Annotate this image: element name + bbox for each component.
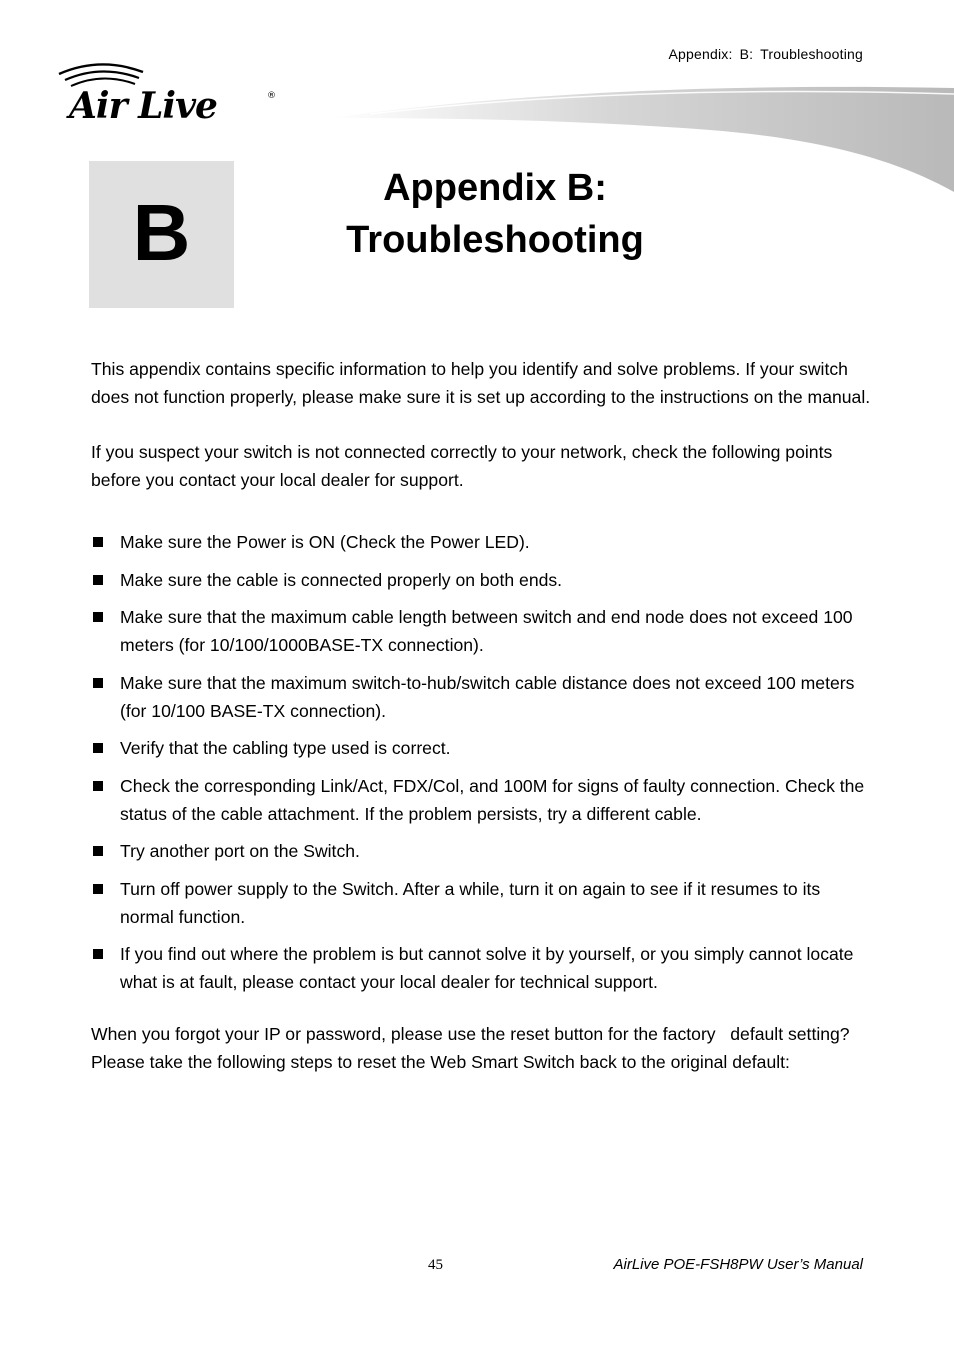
main-content (91, 355, 871, 1103)
square-bullet-icon (93, 884, 103, 894)
svg-text:®: ® (267, 91, 276, 101)
list-item: Turn off power supply to the Switch. After a while, turn it on again to see if it resumes to its normal function. (91, 875, 871, 931)
list-item: Try another port on the Switch. (91, 837, 871, 865)
square-bullet-icon (93, 846, 103, 856)
square-bullet-icon (93, 575, 103, 585)
running-header: Appendix: B: Troubleshooting (668, 46, 863, 62)
airlive-logo (55, 58, 285, 128)
intro-paragraph: This appendix contains specific information to help you identify and solve problems. If your switch does not function properly, please make sure it is set up according to the instructions on the manual. (91, 359, 871, 407)
reset-paragraph: When you forgot your IP or password, please use the reset button for the factory default setting? Please take the following steps to reset the Web Smart Switch back to the original default: (91, 1024, 855, 1072)
list-item: Make sure the cable is connected properly on both ends. (91, 566, 871, 594)
troubleshooting-checklist (91, 528, 871, 996)
svg-text:Air Live: Air Live (69, 85, 217, 127)
page-title (250, 162, 740, 266)
square-bullet-icon (93, 743, 103, 753)
list-item: Make sure that the maximum switch-to-hub/switch cable distance does not exceed 100 meters (for 10/100 BASE-TX connection). (91, 669, 871, 725)
square-bullet-icon (93, 678, 103, 688)
list-item: If you find out where the problem is but cannot solve it by yourself, or you simply cannot locate what is at fault, please contact your local dealer for technical support. (91, 940, 871, 996)
square-bullet-icon (93, 612, 103, 622)
chapter-letter: B (132, 187, 191, 277)
square-bullet-icon (93, 949, 103, 959)
list-item: Make sure the Power is ON (Check the Power LED). (91, 528, 871, 556)
page-number: 45 (428, 1257, 443, 1273)
manual-name: AirLive POE-FSH8PW User’s Manual (613, 1256, 863, 1273)
title-line-2: Troubleshooting (346, 219, 644, 261)
suspect-paragraph: If you suspect your switch is not connected correctly to your network, check the following points before you contact your local dealer for support. (91, 442, 833, 490)
square-bullet-icon (93, 537, 103, 547)
list-item: Verify that the cabling type used is correct. (91, 734, 871, 762)
title-line-1: Appendix B: (383, 167, 607, 209)
list-item: Check the corresponding Link/Act, FDX/Col, and 100M for signs of faulty connection. Check the status of the cable attachment. If the problem persists, try a different cable. (91, 772, 871, 828)
square-bullet-icon (93, 781, 103, 791)
chapter-letter-box (89, 161, 234, 308)
list-item: Make sure that the maximum cable length between switch and end node does not exceed 100 meters (for 10/100/1000BASE-TX connection). (91, 603, 871, 659)
